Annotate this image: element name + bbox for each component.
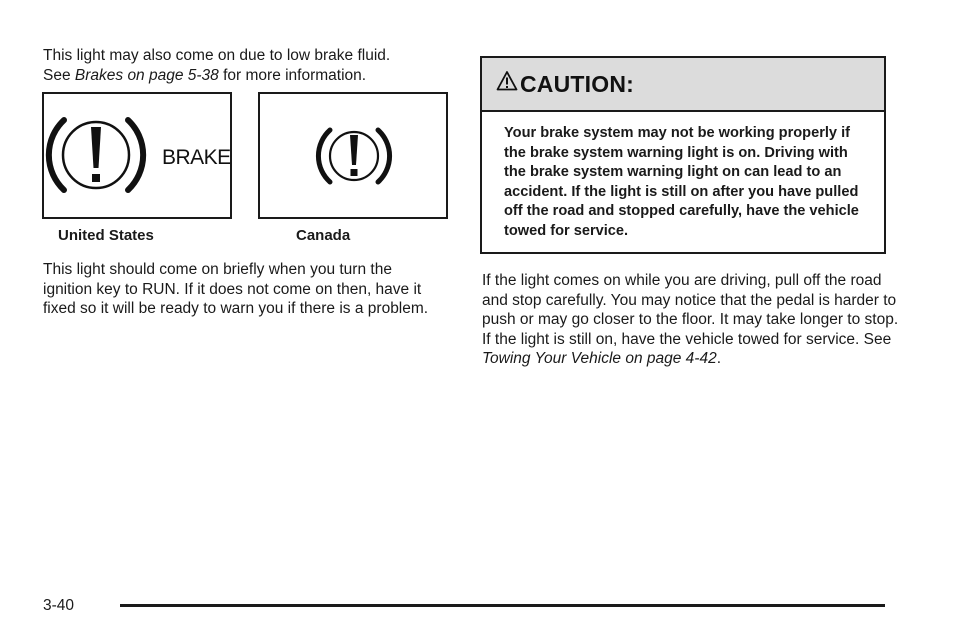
page-number: 3-40 [43, 597, 75, 614]
driving-text: If the light comes on while you are driving, pull off the road and stop carefully. You may notice that the pedal is harder to push or may go closer to the floor. It may take longer to stop. If the light is still on, have the vehicle towed for service. See [482, 272, 899, 348]
caution-title: CAUTION: [520, 70, 635, 97]
see-prefix: See [43, 66, 75, 84]
caution-header [482, 58, 884, 112]
caution-box [480, 56, 886, 254]
caution-text: Your brake system may not be working properly if the brake system warning light is on. Driving with the brake system warning light on can lead to an accident. If the light is still on after you have pulled off the road and stopped carefully, have the vehicle towed for service. [504, 125, 859, 239]
us-caption: United States [58, 227, 154, 244]
driving-end: . [716, 350, 721, 367]
brake-label: BRAKE [162, 146, 231, 169]
brakes-reference-link[interactable]: Brakes on page 5-38 [74, 66, 219, 84]
driving-paragraph [482, 271, 902, 369]
canada-caption: Canada [296, 227, 351, 244]
towing-reference-link[interactable]: Towing Your Vehicle on page 4-42 [482, 350, 717, 367]
canada-brake-warning-figure [258, 92, 448, 219]
footer-rule [120, 604, 885, 607]
intro-suffix: for more information. [218, 66, 367, 84]
warning-triangle-icon [496, 70, 518, 92]
brake-warning-icon [260, 94, 446, 217]
ignition-paragraph: This light should come on briefly when you turn the ignition key to RUN. If it does not come on then, have it fixed so it will be ready to warn you if there is a problem. [43, 261, 429, 317]
intro-paragraph [43, 46, 443, 85]
intro-line: This light may also come on due to low brake fluid. [43, 47, 391, 64]
us-brake-warning-figure [42, 92, 232, 219]
